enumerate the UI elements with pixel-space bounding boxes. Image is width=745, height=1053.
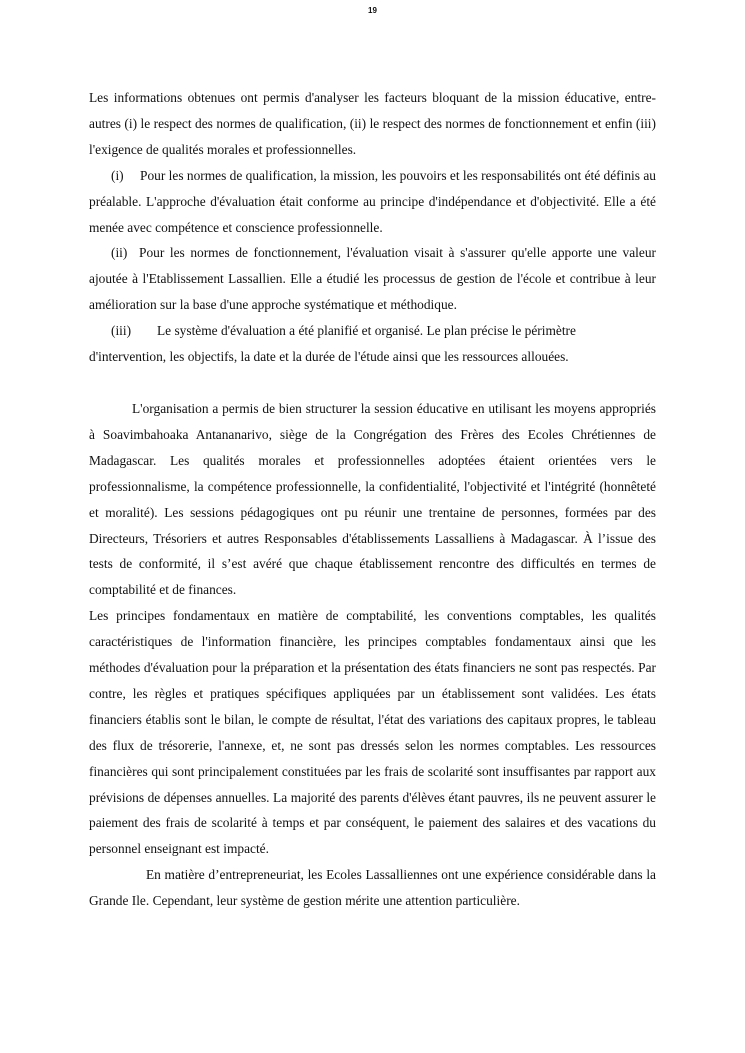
organisation-paragraph: L'organisation a permis de bien structurer la session éducative en utilisant les moyens appropriés à Soavimbahoaka Antananarivo, siège de la Congrégation des Frères des Ecoles Chrétiennes de Madagascar. Les qualités morales et professionnelles adoptées étaient orientées vers le professionnalisme, la compétence professionnelle, la confidentialité, l'objectivité et l'intégrité (honnêteté et moralité). Les sessions pédagogiques ont pu réunir une trentaine de personnes, formées par des Directeurs, Trésoriers et autres Responsables d'établissements Lassalliens à Madagascar. À l’issue des tests de conformité, il s’est avéré que chaque établissement rencontre des difficultés en termes de comptabilité et de finances. — [89, 400, 656, 598]
list-item-qualification — [89, 163, 656, 241]
list-item-text: Pour les normes de fonctionnement, l'évaluation visait à s'assurer qu'elle apporte une valeur ajoutée à l'Etablissement Lassallien. Elle a étudié les processus de gestion de l'école et contribue à leur amélioration sur la base d'une approche systématique et méthodique. — [89, 245, 656, 313]
list-marker: (iii) — [111, 323, 132, 339]
document-body — [89, 85, 656, 914]
list-item-text: Le système d'évaluation a été planifié et organisé. Le plan précise le périmètre d'intervention, les objectifs, la date et la durée de l'étude ainsi que les ressources allouées. — [89, 323, 576, 365]
intro-paragraph: Les informations obtenues ont permis d'analyser les facteurs bloquant de la mission éducative, entre-autres (i) le respect des normes de qualification, (ii) le respect des normes de fonctionnement et enfin (iii) l'exigence de qualités morales et professionnelles. — [89, 90, 656, 157]
list-marker: (ii) — [111, 245, 128, 261]
principes-paragraph: Les principes fondamentaux en matière de comptabilité, les conventions comptables, les qualités caractéristiques de l'information financière, les principes comptables fondamentaux ainsi que les méthodes d'évaluation pour la préparation et la présentation des états financiers ne sont pas respectés. Par contre, les règles et pratiques spécifiques appliquées par un établissement sont validées. Les états financiers établis sont le bilan, le compte de résultat, l'état des variations des capitaux propres, le tableau des flux de trésorerie, l'annexe, et, ne sont pas dressés selon les normes comptables. Les ressources financières qui sont principalement constituées par les frais de scolarité sont insuffisantes par rapport aux prévisions de dépenses annuelles. La majorité des parents d'élèves étant pauvres, ils ne peuvent assurer le paiement des frais de scolarité à temps et par conséquent, le paiement des salaires et des vacations du personnel enseignant est impacté. — [89, 608, 656, 857]
paragraph-spacer — [89, 370, 656, 396]
list-item-evaluation — [89, 318, 656, 370]
list-item-text: Pour les normes de qualification, la mission, les pouvoirs et les responsabilités ont été définis au préalable. L'approche d'évaluation était conforme au principe d'indépendance et d'objectivité. Elle a été menée avec compétence et conscience professionnelle. — [89, 167, 656, 235]
entrepreneuriat-paragraph: En matière d’entrepreneuriat, les Ecoles Lassalliennes ont une expérience considérable dans la Grande Ile. Cependant, leur système de gestion mérite une attention particulière. — [89, 867, 656, 909]
page-number: 19 — [368, 6, 377, 15]
list-marker: (i) — [111, 167, 124, 183]
list-item-fonctionnement — [89, 240, 656, 318]
